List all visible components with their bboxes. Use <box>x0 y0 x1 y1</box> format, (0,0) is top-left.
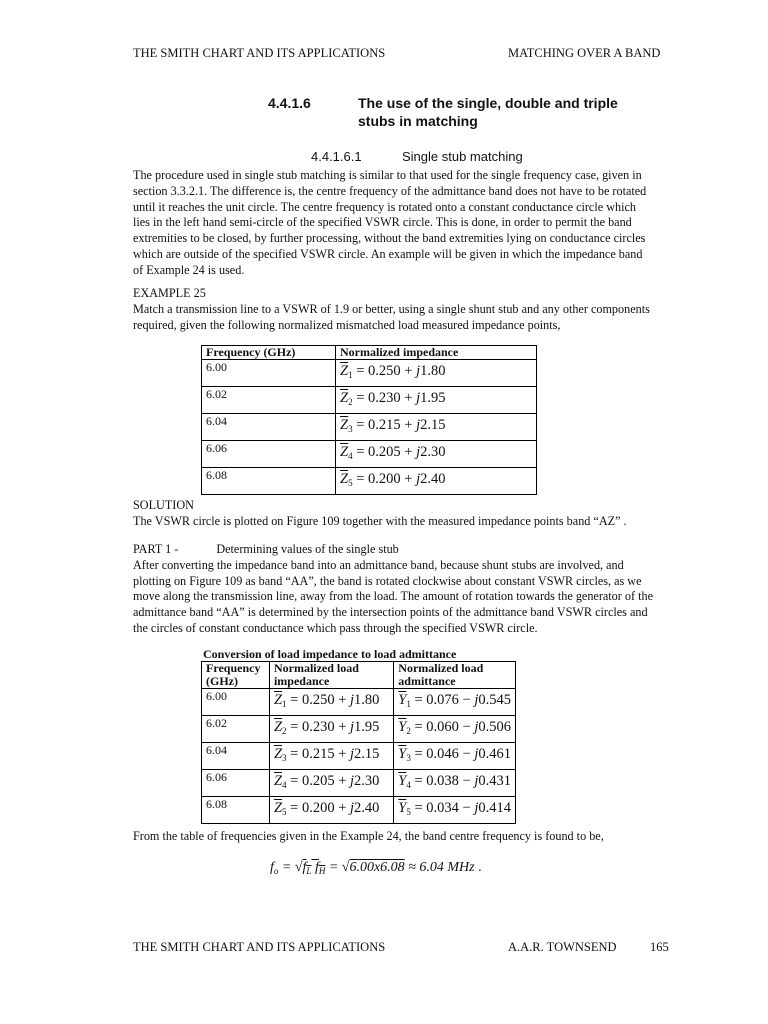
frequency-cell: 6.04 <box>202 414 336 441</box>
running-header-right: MATCHING OVER A BAND <box>508 46 661 60</box>
impedance-cell: $\overline{Z}_5 = 0.200 + j2.40$ <box>336 468 537 495</box>
text-line: Match a transmission line to a VSWR of 1.9 or better, using a single shunt stub and any other components <box>133 301 650 316</box>
admittance-cell: $\overline{Y}_3 = 0.046 - j0.461$ <box>394 743 516 770</box>
column-header: Frequency (GHz) <box>202 346 336 360</box>
centre-frequency-formula: $f_o = √f_L$ $f_H = √6.00x6.08 \approx 6.04$ MHz . <box>270 860 482 876</box>
table2-caption: Conversion of load impedance to load admittance <box>203 647 457 661</box>
running-header-left: THE SMITH CHART AND ITS APPLICATIONS <box>133 46 386 60</box>
impedance-cell: $\overline{Z}_3 = 0.215 + j2.15$ <box>269 743 393 770</box>
section-number: 4.4.1.6 <box>268 95 311 111</box>
frequency-cell: 6.08 <box>202 797 270 824</box>
running-footer-left: THE SMITH CHART AND ITS APPLICATIONS <box>133 940 386 954</box>
text-line: section 3.3.2.1. The difference is, the centre frequency of the admittance band does not have to be rotated <box>133 183 647 198</box>
part1-heading <box>133 542 673 558</box>
frequency-cell: 6.08 <box>202 468 336 495</box>
impedance-cell: $\overline{Z}_2 = 0.230 + j1.95$ <box>336 387 537 414</box>
frequency-cell: 6.06 <box>202 770 270 797</box>
text-line: After converting the impedance band into an admittance band, because shunt stubs are involved, and <box>133 557 624 572</box>
impedance-cell: $\overline{Z}_1 = 0.250 + j1.80$ <box>336 360 537 387</box>
text-line: of Example 24 is used. <box>133 262 245 277</box>
text-line: the circles of constant conductance which pass through the specified VSWR circle. <box>133 620 538 635</box>
impedance-cell: $\overline{Z}_2 = 0.230 + j1.95$ <box>269 716 393 743</box>
impedance-cell: $\overline{Z}_4 = 0.205 + j2.30$ <box>269 770 393 797</box>
impedance-table <box>201 345 537 495</box>
table-row <box>202 743 516 770</box>
solution-heading: SOLUTION <box>133 498 194 512</box>
table-row <box>202 360 537 387</box>
section-title: The use of the single, double and triple stubs in matching <box>358 95 618 129</box>
text-line: admittance band “AA” is determined by the intersection points of the admittance band VSWR circles and <box>133 605 648 620</box>
frequency-cell: 6.02 <box>202 716 270 743</box>
admittance-cell: $\overline{Y}_2 = 0.060 - j0.506$ <box>394 716 516 743</box>
text-line: which are outside of the specified VSWR circle. An example will be given in which the impedance band <box>133 246 643 261</box>
column-header: Normalized load admittance <box>394 662 516 689</box>
solution-block <box>133 498 673 530</box>
subsection-number: 4.4.1.6.1 <box>311 149 362 164</box>
example-heading: EXAMPLE 25 <box>133 286 206 300</box>
subsection-title: Single stub matching <box>402 149 523 164</box>
part1-block <box>133 542 673 637</box>
table-row <box>202 716 516 743</box>
intro-paragraph <box>133 168 673 279</box>
frequency-cell: 6.06 <box>202 441 336 468</box>
text-line: move along the transmission line, away from the load. The amount of rotation towards the generator of the <box>133 589 653 604</box>
admittance-cell: $\overline{Y}_5 = 0.034 - j0.414$ <box>394 797 516 824</box>
page-number: 165 <box>650 940 669 954</box>
column-header: Frequency (GHz) <box>202 662 270 689</box>
closing-paragraph <box>133 829 673 845</box>
frequency-cell: 6.02 <box>202 387 336 414</box>
table-row <box>202 414 537 441</box>
impedance-cell: $\overline{Z}_1 = 0.250 + j1.80$ <box>269 689 393 716</box>
text-line: The procedure used in single stub matching is similar to that used for the single frequency case, given in <box>133 168 642 182</box>
frequency-cell: 6.04 <box>202 743 270 770</box>
text-line: required, given the following normalized mismatched load measured impedance points, <box>133 317 561 332</box>
text-line: plotting on Figure 109 as band “AA”, the band is rotated clockwise about constant VSWR circles, as we <box>133 573 642 588</box>
table-row <box>202 468 537 495</box>
impedance-cell: $\overline{Z}_3 = 0.215 + j2.15$ <box>336 414 537 441</box>
text-line: lies in the left hand semi-circle of the specified VSWR circle. This is done, in order to permit the band <box>133 215 632 230</box>
column-header: Normalized load impedance <box>269 662 393 689</box>
admittance-cell: $\overline{Y}_4 = 0.038 - j0.431$ <box>394 770 516 797</box>
admittance-cell: $\overline{Y}_1 = 0.076 - j0.545$ <box>394 689 516 716</box>
text-line: extremities to be closed, by further processing, without the band extremities lying on conductance circles <box>133 231 646 246</box>
table-row <box>202 770 516 797</box>
table-header-row <box>202 346 537 360</box>
table-row <box>202 441 537 468</box>
impedance-cell: $\overline{Z}_5 = 0.200 + j2.40$ <box>269 797 393 824</box>
conversion-table <box>201 661 516 824</box>
footer-author: A.A.R. TOWNSEND <box>508 940 617 954</box>
part1-title: Determining values of the single stub <box>216 542 399 556</box>
table-row <box>202 797 516 824</box>
table-header-row <box>202 662 516 689</box>
column-header: Normalized impedance <box>336 346 537 360</box>
part1-label: PART 1 - <box>133 542 179 556</box>
impedance-cell: $\overline{Z}_4 = 0.205 + j2.30$ <box>336 441 537 468</box>
frequency-cell: 6.00 <box>202 360 336 387</box>
table-row <box>202 387 537 414</box>
text-line: The VSWR circle is plotted on Figure 109 together with the measured impedance points band “AZ” . <box>133 513 627 528</box>
text-line: From the table of frequencies given in the Example 24, the band centre frequency is found to be, <box>133 829 604 843</box>
table-row <box>202 689 516 716</box>
text-line: until it reaches the unit circle. The centre frequency is rotated onto a constant conductance circle which <box>133 199 636 214</box>
example-block <box>133 286 673 333</box>
frequency-cell: 6.00 <box>202 689 270 716</box>
subsection-heading <box>311 149 523 164</box>
